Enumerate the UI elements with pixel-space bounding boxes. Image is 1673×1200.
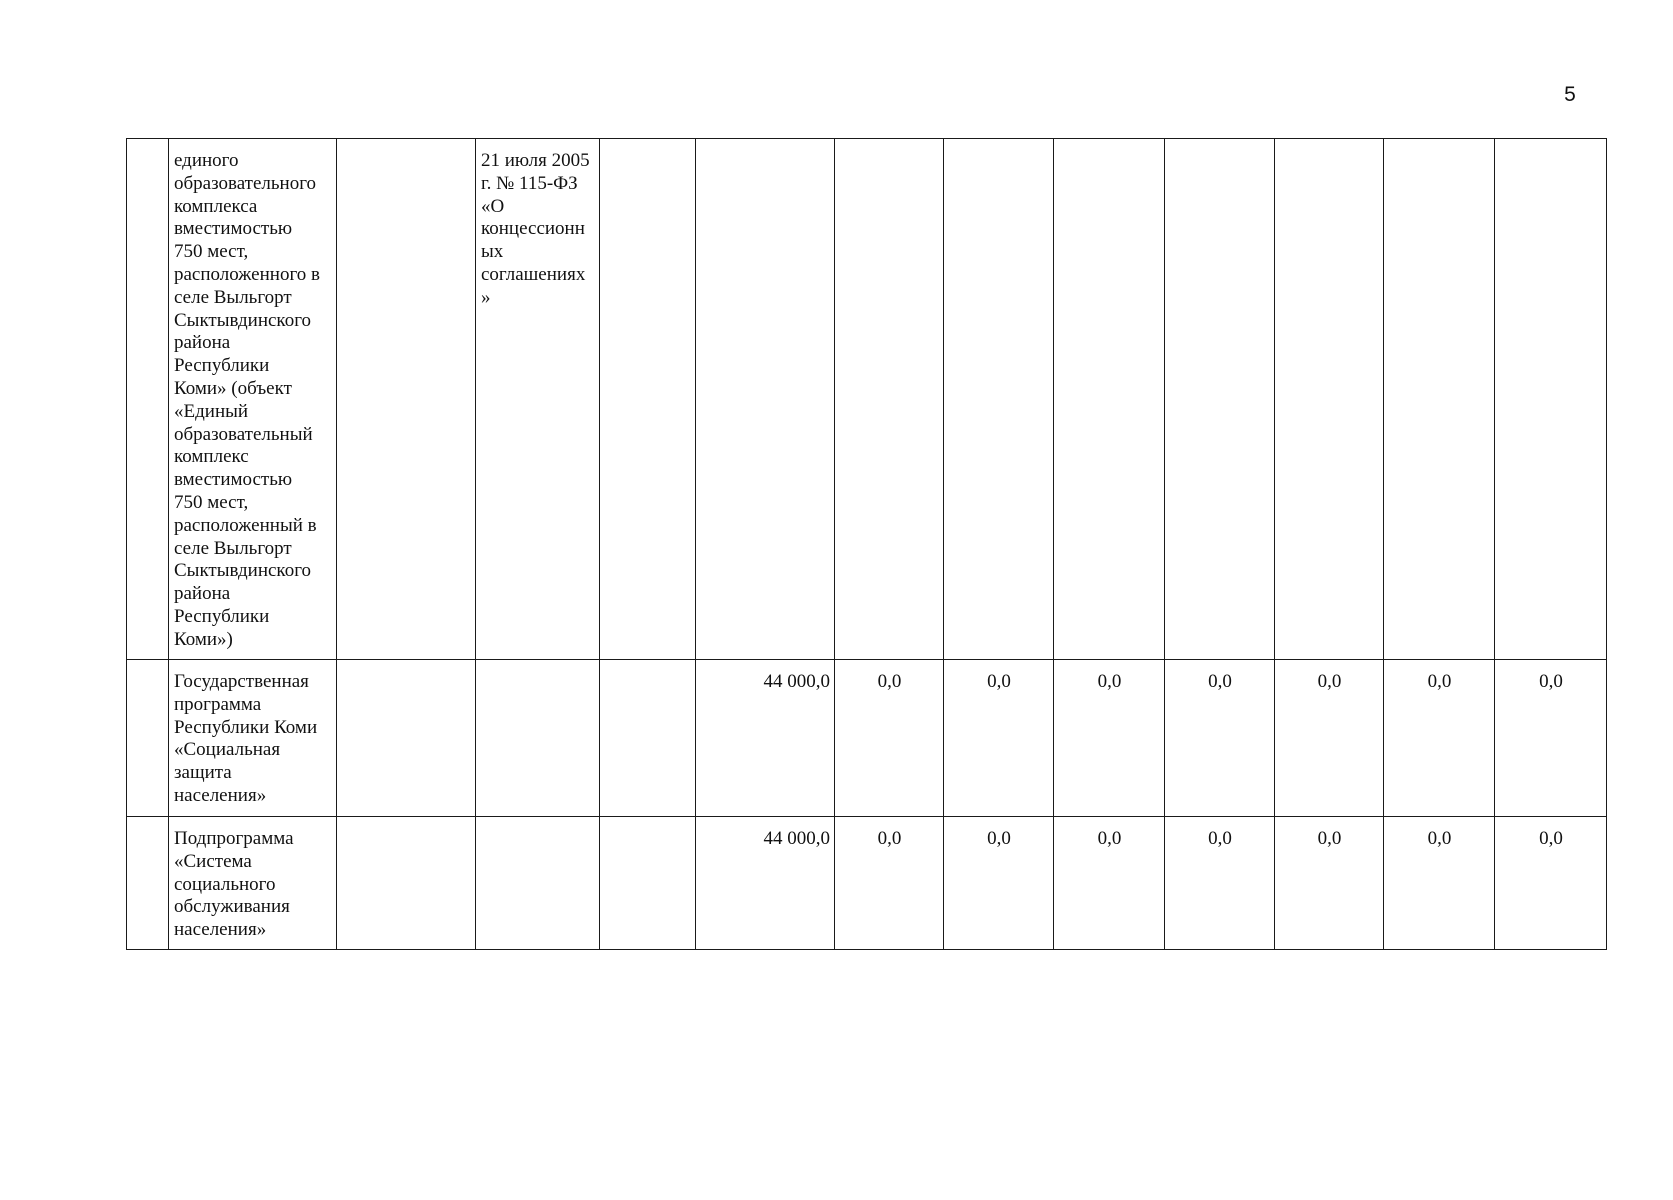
term-cell	[600, 817, 696, 950]
executor-cell	[337, 817, 476, 950]
legal-basis-line: «О	[481, 195, 505, 217]
description-line: обслуживания	[174, 896, 290, 918]
amount-cell: 0,0	[1384, 817, 1495, 950]
amount-cell	[696, 139, 835, 660]
amount-cell: 0,0	[1165, 660, 1275, 817]
amount-cell: 0,0	[1275, 660, 1384, 817]
legal-basis-line: »	[481, 286, 491, 308]
table-row	[127, 817, 1607, 950]
description-line: Государственная	[174, 671, 309, 692]
description-line: защита	[174, 762, 232, 784]
table-body	[127, 139, 1607, 950]
amount-cell: 44 000,0	[696, 660, 835, 817]
amount-cell: 44 000,0	[696, 817, 835, 950]
description-cell	[169, 139, 337, 660]
amount-cell: 0,0	[1275, 817, 1384, 950]
amount-cell: 0,0	[835, 660, 944, 817]
amount-cell: 0,0	[1384, 660, 1495, 817]
description-line: социального	[174, 873, 276, 895]
amount-cell: 0,0	[1495, 660, 1607, 817]
amount-cell: 0,0	[1054, 817, 1165, 950]
description-line: комплекс	[174, 446, 249, 468]
description-line: Коми»)	[174, 628, 233, 650]
description-line: населения»	[174, 919, 267, 941]
description-line: района	[174, 332, 231, 354]
description-line: района	[174, 583, 231, 605]
description-line: вместимостью	[174, 469, 293, 491]
amount-cell: 0,0	[944, 660, 1054, 817]
description-line: Сыктывдинского	[174, 309, 312, 331]
description-cell	[169, 817, 337, 950]
description-cell	[169, 660, 337, 817]
amount-cell	[1384, 139, 1495, 660]
description-line: населения»	[174, 784, 267, 806]
legal-basis-line: 21 июля 2005	[481, 150, 590, 171]
table-row	[127, 660, 1607, 817]
amount-cell: 0,0	[1054, 660, 1165, 817]
legal-basis-line: ых	[481, 241, 504, 263]
description-line: расположенного в	[174, 263, 320, 285]
description-line: Сыктывдинского	[174, 560, 312, 582]
description-line: вместимостью	[174, 218, 293, 240]
amount-cell: 0,0	[835, 817, 944, 950]
amount-cell	[944, 139, 1054, 660]
amount-cell	[835, 139, 944, 660]
description-line: Подпрограмма	[174, 828, 294, 849]
description-line: Коми» (объект	[174, 377, 292, 399]
description-line: Республики	[174, 605, 270, 627]
row-number-cell	[127, 660, 169, 817]
legal-basis-cell	[476, 139, 600, 660]
description-line: «Единый	[174, 400, 249, 422]
description-line: 750 мест,	[174, 241, 249, 263]
legal-basis-line: соглашениях	[481, 263, 586, 285]
financing-table	[126, 138, 1607, 950]
legal-basis-line: концессионн	[481, 218, 585, 240]
amount-cell	[1495, 139, 1607, 660]
term-cell	[600, 660, 696, 817]
legal-basis-cell	[476, 817, 600, 950]
amount-cell	[1165, 139, 1275, 660]
legal-basis-cell	[476, 660, 600, 817]
legal-basis-line: г. № 115-ФЗ	[481, 172, 578, 194]
description-line: селе Выльгорт	[174, 537, 292, 559]
description-line: «Система	[174, 850, 252, 872]
executor-cell	[337, 139, 476, 660]
description-line: образовательный	[174, 423, 313, 445]
description-line: программа	[174, 693, 262, 715]
description-line: Республики Коми	[174, 716, 318, 738]
description-line: 750 мест,	[174, 491, 249, 513]
page-number: 5	[1564, 83, 1576, 106]
description-line: образовательного	[174, 172, 317, 194]
description-line: единого	[174, 150, 239, 171]
row-number-cell	[127, 817, 169, 950]
row-number-cell	[127, 139, 169, 660]
description-line: расположенный в	[174, 514, 317, 536]
description-line: селе Выльгорт	[174, 286, 292, 308]
table-row	[127, 139, 1607, 660]
description-line: «Социальная	[174, 739, 281, 761]
amount-cell	[1275, 139, 1384, 660]
description-line: Республики	[174, 355, 270, 377]
amount-cell: 0,0	[944, 817, 1054, 950]
amount-cell: 0,0	[1495, 817, 1607, 950]
term-cell	[600, 139, 696, 660]
description-line: комплекса	[174, 195, 258, 217]
executor-cell	[337, 660, 476, 817]
amount-cell: 0,0	[1165, 817, 1275, 950]
amount-cell	[1054, 139, 1165, 660]
